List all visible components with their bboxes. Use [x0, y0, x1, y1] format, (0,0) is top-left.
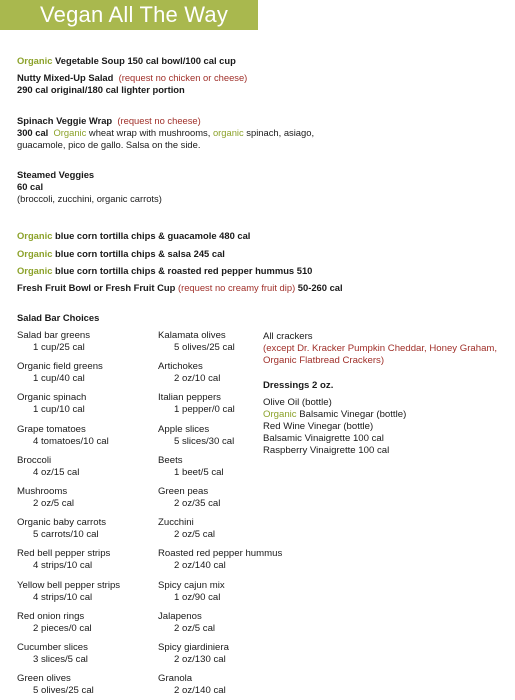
salad-bar-item-name: Organic baby carrots: [17, 517, 107, 529]
organic-label: Organic: [53, 127, 87, 138]
salad-bar-item-name: Jalapenos: [158, 610, 202, 622]
salad-bar-item: [17, 424, 109, 448]
veggies-name: Steamed Veggies: [17, 169, 95, 180]
salad-bar-item: [17, 673, 94, 697]
salad-bar-item-name: Green olives: [17, 673, 71, 685]
salad-bar-item-amount: 2 oz/35 cal: [174, 498, 221, 509]
salad-bar-item-name: Broccoli: [17, 454, 52, 466]
dressing-item: Red Wine Vinegar (bottle): [263, 421, 374, 432]
salad-bar-item-amount: 1 pepper/0 cal: [174, 404, 235, 416]
salad-bar-item-name: Artichokes: [158, 361, 203, 373]
fruit-text: Fresh Fruit Bowl or Fresh Fruit Cup: [17, 282, 178, 293]
salad-bar-item: [158, 361, 220, 385]
organic-label: Organic: [17, 248, 53, 259]
organic-label: organic: [212, 127, 244, 138]
salad-bar-item-name: Roasted red pepper hummus: [158, 548, 283, 560]
salad-name: Nutty Mixed-Up Salad: [17, 72, 114, 83]
salad-bar-item-amount: 5 carrots/10 cal: [33, 529, 99, 541]
salad-bar-item: [158, 611, 215, 635]
chips-guacamole-item: [17, 230, 250, 242]
wrap-name: Spinach Veggie Wrap: [17, 115, 113, 126]
salad-bar-item-name: Apple slices: [158, 423, 210, 435]
chips-hummus-item: [17, 265, 312, 277]
salad-bar-item-amount: 3 slices/5 cal: [33, 654, 88, 665]
wrap-desc: spinach, asiago,: [243, 127, 315, 138]
salad-bar-item-amount: 1 beet/5 cal: [174, 466, 224, 478]
salad-bar-item-name: Organic spinach: [17, 392, 87, 404]
dressings-title: Dressings 2 oz.: [263, 380, 334, 391]
salad-bar-item-name: Red bell pepper strips: [17, 548, 111, 560]
fruit-item: [17, 282, 343, 294]
salad-bar-item-name: Italian peppers: [158, 392, 221, 404]
salad-bar-item-amount: 2 oz/10 cal: [174, 373, 221, 385]
salad-bar-item: [17, 392, 86, 416]
salad-bar-item: [158, 517, 215, 541]
veggies-item: [17, 169, 162, 205]
salad-bar-item-name: Mushrooms: [17, 486, 68, 497]
salad-bar-item: [158, 392, 235, 416]
salad-bar-item-name: Red onion rings: [17, 610, 85, 622]
salad-bar-item: [17, 548, 110, 572]
salad-bar-item-amount: 2 pieces/0 cal: [33, 622, 92, 634]
fruit-note: (request no creamy fruit dip): [177, 282, 296, 293]
salad-bar-item-amount: 5 slices/30 cal: [174, 435, 235, 447]
salad-bar-item: [158, 486, 220, 510]
salad-bar-item-name: Yellow bell pepper strips: [17, 579, 121, 591]
crackers-note: (except Dr. Kracker Pumpkin Cheddar, Honey Graham,: [263, 343, 498, 354]
salad-bar-item: [158, 673, 226, 697]
chips-text: blue corn tortilla chips & roasted red pepper hummus 510: [52, 265, 313, 276]
salad-bar-item: [17, 611, 92, 635]
veggies-cal: 60 cal: [17, 181, 44, 192]
salad-bar-item: [17, 642, 88, 666]
wrap-cal: 300 cal: [17, 127, 49, 138]
salad-item: [17, 72, 247, 96]
soup-text: Vegetable Soup 150 cal bowl/100 cal cup: [52, 55, 236, 66]
organic-label: Organic: [17, 265, 53, 276]
salad-bar-item: [17, 486, 74, 510]
salad-bar-item-amount: 1 oz/90 cal: [174, 591, 221, 603]
salad-bar-item-amount: 1 cup/10 cal: [33, 404, 85, 416]
salad-bar-item-name: Salad bar greens: [17, 330, 91, 341]
salad-bar-column-1: [17, 330, 157, 700]
salad-bar-item: [158, 548, 282, 572]
dressing-text: Balsamic Vinegar (bottle): [296, 409, 407, 420]
wrap-desc: guacamole, pico de gallo. Salsa on the side.: [17, 139, 201, 150]
salad-bar-item: [17, 455, 79, 479]
salad-bar-item: [158, 580, 225, 604]
chips-text: blue corn tortilla chips & salsa 245 cal: [52, 248, 225, 259]
salad-bar-item-amount: 2 oz/5 cal: [33, 498, 75, 509]
salad-bar-item-amount: 2 oz/140 cal: [174, 685, 226, 697]
wrap-note: (request no cheese): [117, 115, 201, 126]
salad-bar-item-amount: 2 oz/140 cal: [174, 560, 226, 572]
salad-bar-item-name: Organic field greens: [17, 361, 103, 373]
salad-bar-item-name: Green peas: [158, 486, 209, 497]
salad-bar-item-amount: 2 oz/5 cal: [174, 529, 216, 541]
salad-bar-item-name: Beets: [158, 454, 183, 466]
salad-bar-item-amount: 4 strips/10 cal: [33, 560, 93, 572]
wrap-item: [17, 115, 314, 151]
organic-label: Organic: [263, 409, 297, 420]
salad-bar-item: [158, 642, 229, 666]
crackers-item: [263, 331, 497, 367]
salad-bar-item-name: Spicy giardiniera: [158, 642, 229, 653]
salad-bar-item-name: Kalamata olives: [158, 330, 226, 341]
salad-bar-item-amount: 4 strips/10 cal: [33, 591, 93, 603]
chips-text: blue corn tortilla chips & guacamole 480 cal: [52, 230, 251, 241]
wrap-desc: wheat wrap with mushrooms,: [86, 127, 213, 138]
organic-label: Organic: [17, 230, 53, 241]
salad-bar-item-amount: 1 cup/25 cal: [33, 342, 85, 353]
dressing-item: [263, 409, 406, 421]
salad-bar-item-amount: 2 oz/5 cal: [174, 622, 216, 634]
salad-bar-item: [158, 424, 234, 448]
chips-salsa-item: [17, 248, 225, 260]
dressing-item: Balsamic Vinaigrette 100 cal: [263, 433, 384, 444]
salad-note: (request no chicken or cheese): [118, 72, 248, 83]
dressing-item: Raspberry Vinaigrette 100 cal: [263, 445, 390, 456]
dressing-item: Olive Oil (bottle): [263, 397, 332, 408]
dressings-section: [263, 380, 406, 457]
salad-bar-item-amount: 2 oz/130 cal: [174, 654, 226, 665]
veggies-desc: (broccoli, zucchini, organic carrots): [17, 193, 162, 204]
salad-bar-item-amount: 5 olives/25 cal: [33, 685, 94, 697]
soup-item: [17, 55, 236, 67]
salad-bar-item-name: Grape tomatoes: [17, 423, 86, 435]
salad-bar-item-name: Granola: [158, 673, 193, 685]
salad-bar-item: [17, 330, 90, 354]
crackers-note: Organic Flatbread Crackers): [263, 355, 385, 366]
salad-bar-item-amount: 1 cup/40 cal: [33, 373, 85, 385]
salad-bar-item-name: Zucchini: [158, 517, 194, 529]
salad-bar-item-name: Spicy cajun mix: [158, 579, 225, 591]
salad-bar-item: [158, 455, 224, 479]
organic-label: Organic: [17, 55, 53, 66]
salad-bar-item: [17, 580, 120, 604]
crackers-name: All crackers: [263, 331, 313, 342]
salad-bar-item: [158, 330, 235, 354]
salad-bar-item-amount: 4 tomatoes/10 cal: [33, 435, 109, 447]
salad-bar-item: [17, 361, 103, 385]
salad-bar-item-amount: 5 olives/25 cal: [174, 342, 235, 353]
salad-bar-item: [17, 517, 106, 541]
fruit-cal: 50-260 cal: [295, 282, 343, 293]
salad-bar-title: Salad Bar Choices: [17, 312, 100, 323]
salad-cal: 290 cal original/180 cal lighter portion: [17, 84, 185, 95]
salad-bar-item-name: Cucumber slices: [17, 642, 88, 653]
page-title: Vegan All The Way: [40, 2, 229, 27]
salad-bar-item-amount: 4 oz/15 cal: [33, 466, 80, 478]
